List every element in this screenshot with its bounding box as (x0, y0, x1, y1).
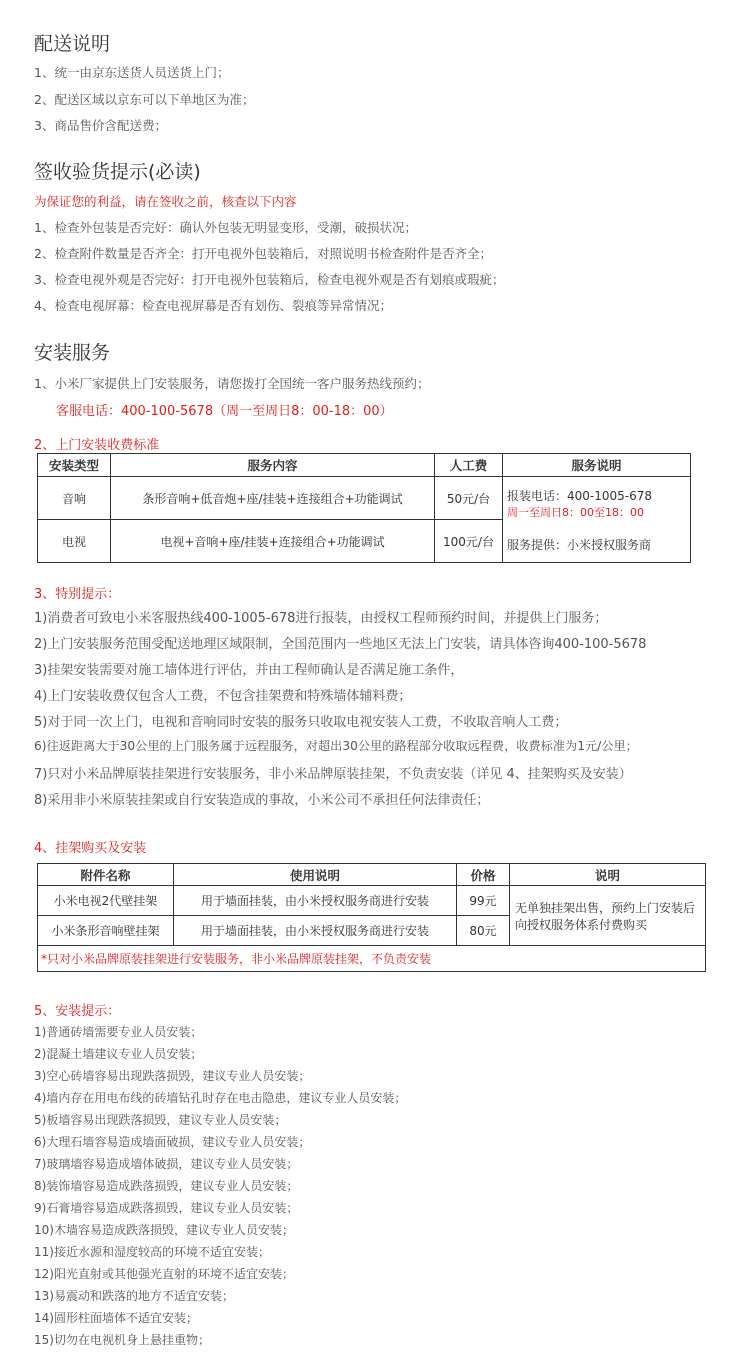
tip-item: 1)普通砖墙需要专业人员安装； (34, 1025, 203, 1039)
tip-item: 10)木墙容易造成跌落损毁，建议专业人员安装； (34, 1223, 294, 1237)
special-item: 5)对于同一次上门，电视和音响同时安装的服务只收取电视安装人工费，不收取音响人工费； (34, 715, 568, 730)
bracket-name: 小米条形音响壁挂架 (38, 916, 174, 946)
fee-service-cell (503, 477, 691, 563)
inspection-warning: 为保证您的利益，请在签收之前，核查以下内容 (34, 194, 297, 209)
delivery-item: 1、统一由京东送货人员送货上门； (34, 65, 230, 80)
special-item: 1)消费者可致电小米客服热线400-1005-678进行报装，由授权工程师预约时间，并提供上门服务； (34, 611, 608, 626)
tip-item: 13)易震动和跌落的地方不适宜安装； (34, 1289, 234, 1303)
special-item: 2)上门安装服务范围受配送地理区域限制，全国范围内一些地区无法上门安装，请具体咨询400-100-5678 (34, 637, 647, 652)
table-row (38, 886, 706, 916)
bracket-usage: 用于墙面挂装，由小米授权服务商进行安装 (174, 886, 457, 916)
fee-amount: 50元/台 (435, 477, 503, 520)
special-item: 8)采用非小米原装挂架或自行安装造成的事故，小米公司不承担任何法律责任； (34, 793, 490, 808)
install-title: 安装服务 (34, 342, 111, 364)
special-item: 4)上门安装收费仅包含人工费，不包含挂架费和特殊墙体辅料费； (34, 689, 412, 704)
bracket-price: 99元 (457, 886, 510, 916)
service-provider: 服务提供：小米授权服务商 (507, 537, 652, 552)
bracket-name: 小米电视2代壁挂架 (38, 886, 174, 916)
service-hours: 周一至周日8：00至18：00 (507, 505, 644, 519)
tip-item: 11)接近水源和湿度较高的环境不适宜安装； (34, 1245, 270, 1259)
tips-title: 5、安装提示： (34, 1004, 121, 1019)
special-title: 3、特别提示： (34, 587, 121, 602)
bracket-header: 使用说明 (174, 864, 457, 886)
fee-header: 安装类型 (38, 454, 111, 477)
bracket-usage: 用于墙面挂装，由小米授权服务商进行安装 (174, 916, 457, 946)
inspection-item: 4、检查电视屏幕：检查电视屏幕是否有划伤、裂痕等异常情况； (34, 298, 392, 313)
bracket-table (37, 863, 706, 972)
bracket-header: 价格 (457, 864, 510, 886)
bracket-note: 无单独挂架出售，预约上门安装后向授权服务体系付费购买 (510, 886, 706, 946)
tip-item: 3)空心砖墙容易出现跌落损毁，建议专业人员安装； (34, 1069, 311, 1083)
fee-amount: 100元/台 (435, 520, 503, 563)
special-item: 3)挂架安装需要对施工墙体进行评估，并由工程师确认是否满足施工条件， (34, 663, 464, 678)
delivery-item: 3、商品售价含配送费； (34, 118, 167, 133)
fee-type: 电视 (38, 520, 111, 563)
bracket-price: 80元 (457, 916, 510, 946)
fee-content: 电视+音响+座/挂装+连接组合+功能调试 (111, 520, 435, 563)
tip-item: 6)大理石墙容易造成墙面破损，建议专业人员安装； (34, 1135, 311, 1149)
inspection-title: 签收验货提示(必读) (34, 161, 201, 183)
tip-item: 7)玻璃墙容易造成墙体破损，建议专业人员安装； (34, 1157, 299, 1171)
table-row (38, 477, 691, 520)
tip-item: 4)墙内存在用电布线的砖墙钻孔时存在电击隐患，建议专业人员安装； (34, 1091, 407, 1105)
install-item-1: 1、小米厂家提供上门安装服务，请您拨打全国统一客户服务热线预约； (34, 376, 430, 391)
hotline: 客服电话：400-100-5678（周一至周日8：00-18：00） (56, 404, 393, 419)
inspection-item: 3、检查电视外观是否完好：打开电视外包装箱后，检查电视外观是否有划痕或瑕疵； (34, 272, 505, 287)
tip-item: 5)板墙容易出现跌落损毁，建议专业人员安装； (34, 1113, 287, 1127)
fee-header: 服务内容 (111, 454, 435, 477)
special-item: 6)往返距离大于30公里的上门服务属于远程服务，对超出30公里的路程部分收取远程费，收费标准为1元/公里； (34, 739, 638, 753)
tip-item: 2)混凝土墙建议专业人员安装； (34, 1047, 203, 1061)
inspection-item: 1、检查外包装是否完好：确认外包装无明显变形，受潮，破损状况； (34, 220, 417, 235)
fee-table (37, 453, 691, 563)
inspection-item: 2、检查附件数量是否齐全：打开电视外包装箱后，对照说明书检查附件是否齐全； (34, 246, 492, 261)
tip-item: 15)切勿在电视机身上悬挂重物； (34, 1333, 210, 1347)
tip-item: 9)石膏墙容易造成跌落损毁，建议专业人员安装； (34, 1201, 299, 1215)
bracket-title: 4、挂架购买及安装 (34, 841, 147, 856)
fee-title: 2、上门安装收费标准 (34, 438, 160, 453)
special-item: 7)只对小米品牌原装挂架进行安装服务，非小米品牌原装挂架，不负责安装（详见 4、挂架购买及安装） (34, 767, 632, 782)
delivery-title: 配送说明 (34, 33, 111, 55)
delivery-item: 2、配送区域以京东可以下单地区为准； (34, 92, 255, 107)
bracket-header: 附件名称 (38, 864, 174, 886)
fee-header: 服务说明 (503, 454, 691, 477)
tip-item: 14)圆形柱面墙体不适宜安装； (34, 1311, 198, 1325)
fee-type: 音响 (38, 477, 111, 520)
service-phone: 报装电话：400-1005-678 (507, 488, 653, 503)
bracket-header: 说明 (510, 864, 706, 886)
bracket-footnote: *只对小米品牌原装挂架进行安装服务，非小米品牌原装挂架，不负责安装 (38, 946, 706, 972)
tip-item: 8)装饰墙容易造成跌落损毁，建议专业人员安装； (34, 1179, 299, 1193)
fee-header: 人工费 (435, 454, 503, 477)
tip-item: 12)阳光直射或其他强光直射的环境不适宜安装； (34, 1267, 294, 1281)
fee-content: 条形音响+低音炮+座/挂装+连接组合+功能调试 (111, 477, 435, 520)
